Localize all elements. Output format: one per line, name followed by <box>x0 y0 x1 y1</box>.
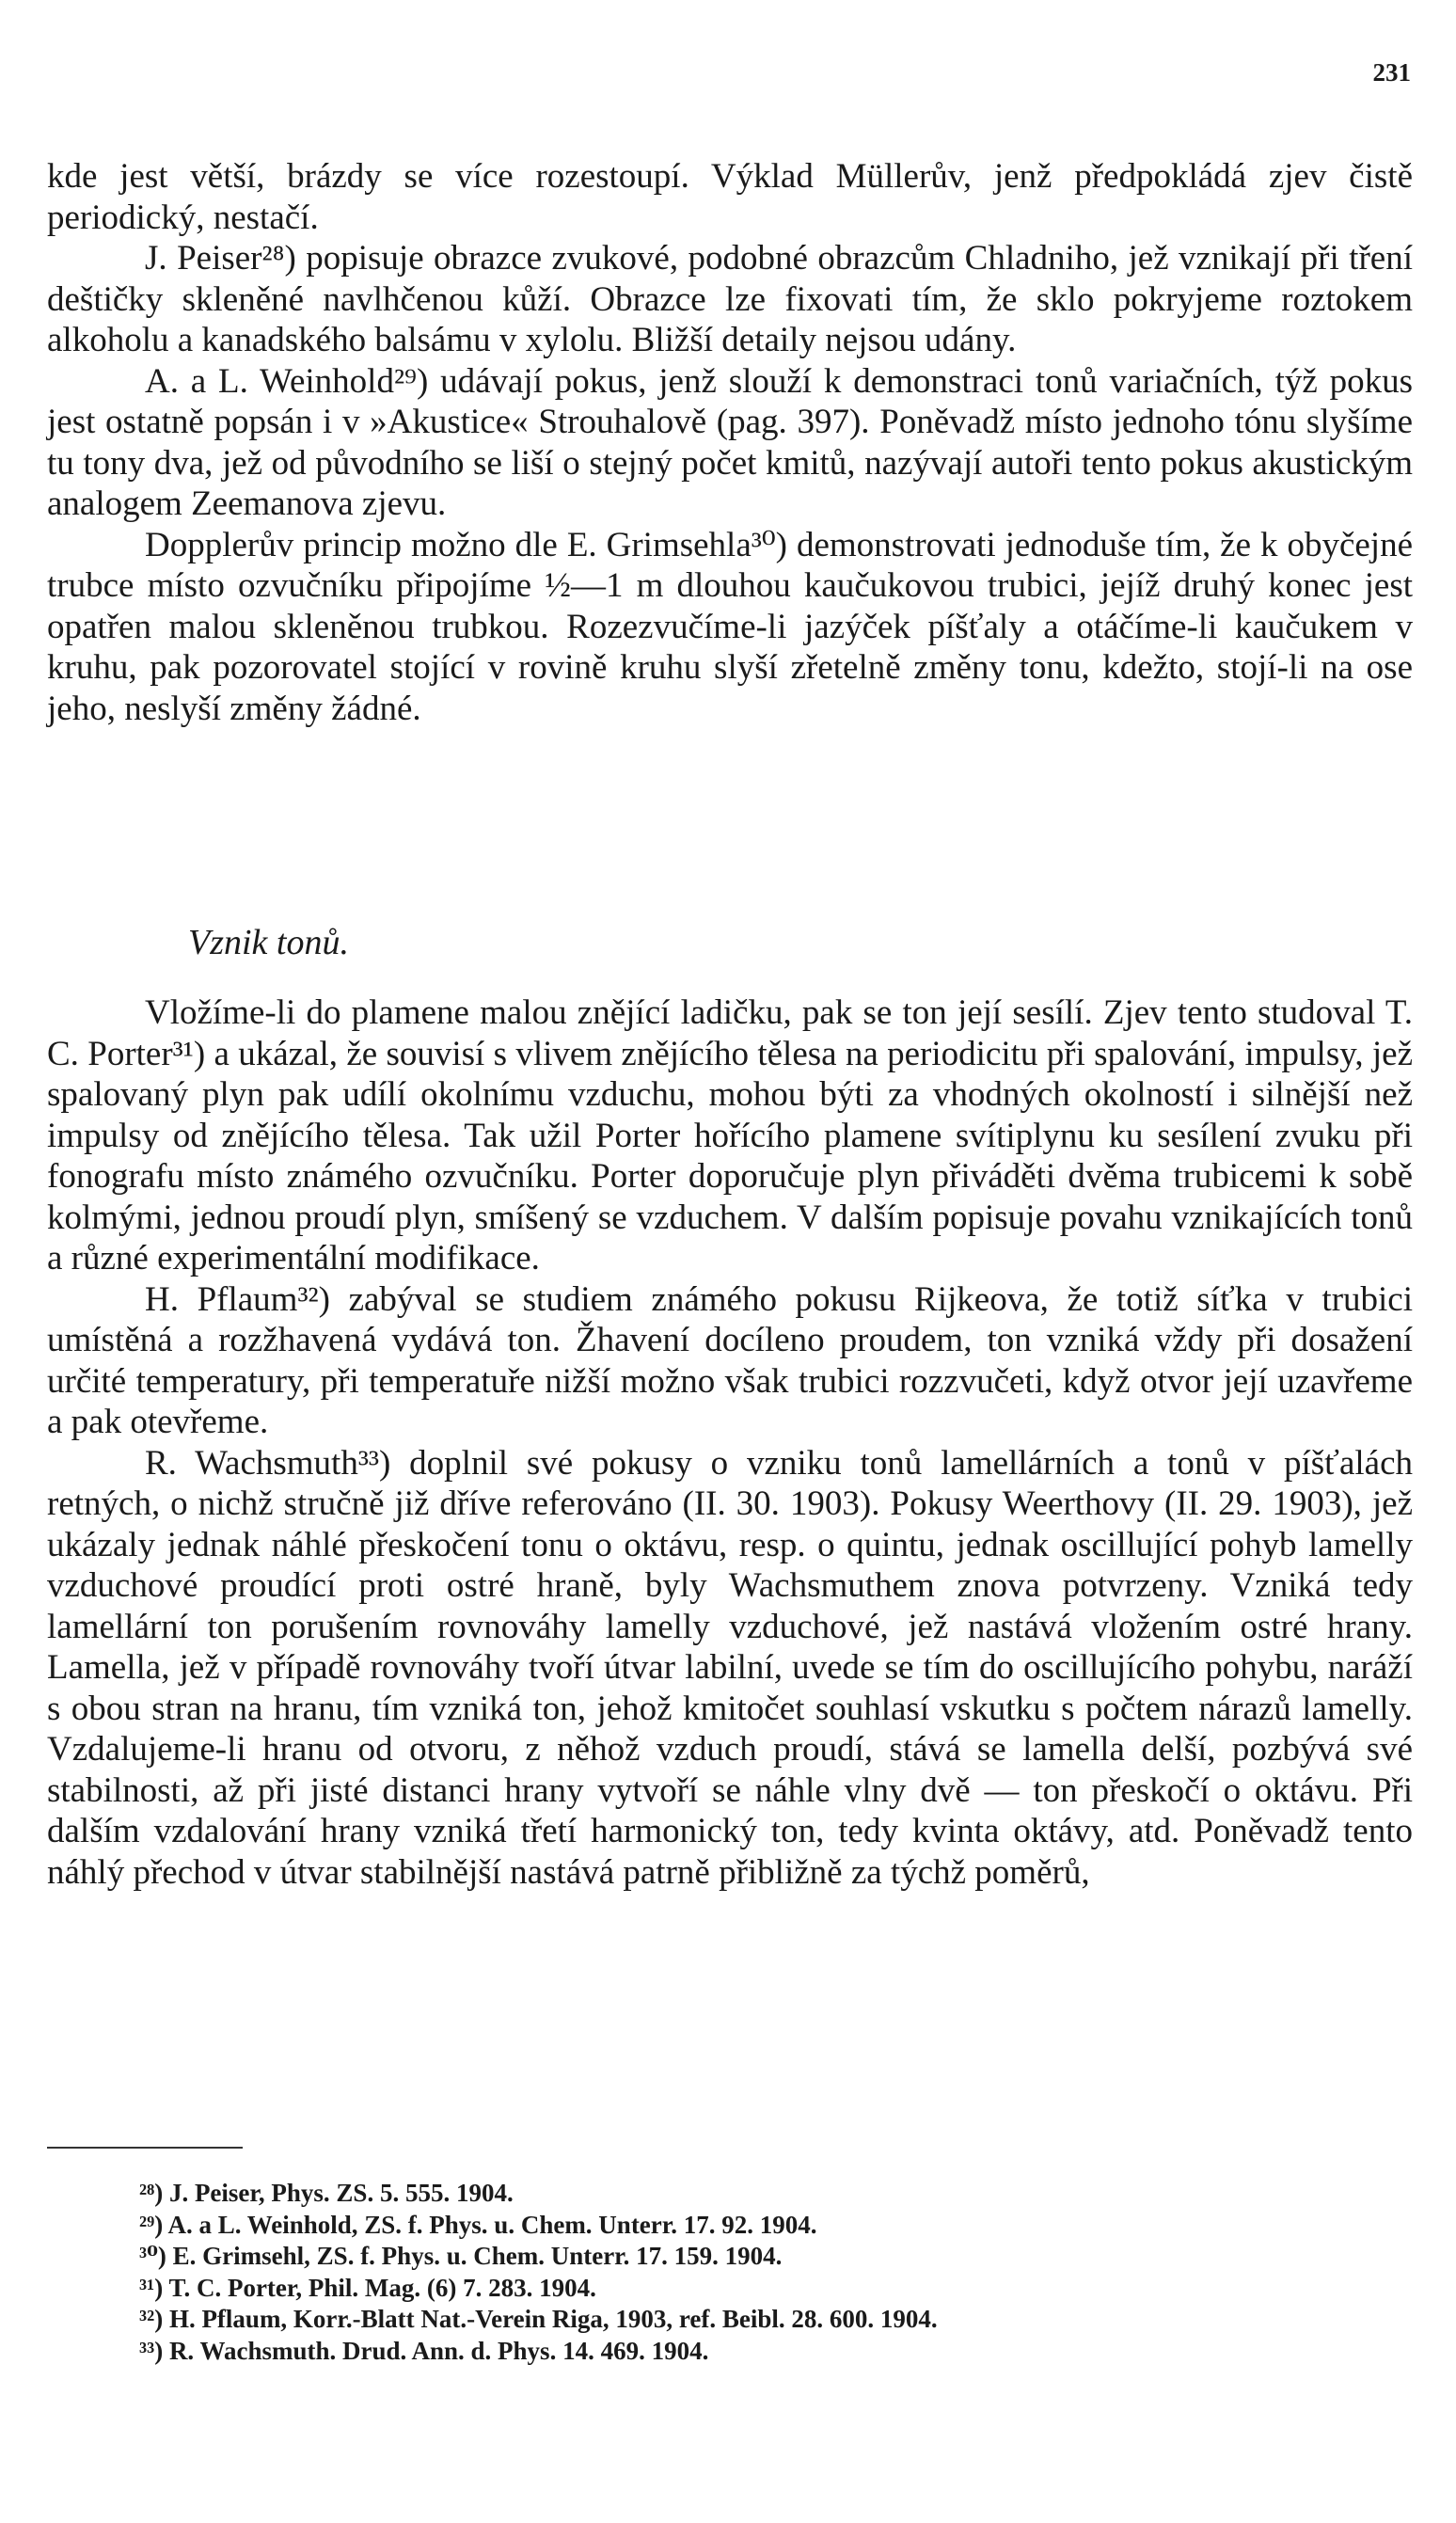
paragraph: A. a L. Weinhold²⁹) udávají pokus, jenž slouží k demonstraci tonů variačních, týž pokus jest ostatně popsán i v »Akustice« Strouhalově (pag. 397). Poněvadž místo jednoho tónu slyšíme tu tony dva, jež od původního se liší o stejný počet kmitů, nazývají autoři tento pokus akustickým analogem Zeemanova zjevu. <box>47 361 1413 523</box>
section-heading: Vznik tonů. <box>188 923 349 962</box>
paragraph: R. Wachsmuth³³) doplnil své pokusy o vzniku tonů lamellárních a tonů v píšťalách retných, o nichž stručně již dříve referováno (II. 30. 1903). Pokusy Weerthovy (II. 29. 1903), jež ukázaly jednak náhlé přeskočení tonu o oktávu, resp. o quintu, jednak oscillující pohyb lamelly vzduchové proudící proti ostré hraně, byly Wachsmuthem znova potvrzeny. Vzniká tedy lamellární ton porušením rovnováhy lamelly vzduchové, jež nastává vložením ostré hrany. Lamella, jež v případě rovnováhy tvoří útvar labilní, uvede se tím do oscillujícího pohybu, naráží s obou stran na hranu, tím vzniká ton, jehož kmitočet souhlasí vskutku s počtem nárazů lamelly. Vzdalujeme-li hranu od otvoru, z něhož vzduch proudí, stává se lamella delší, pozbývá své stabilnosti, až při jisté distanci hrany vytvoří se náhle vlny dvě — ton přeskočí o oktávu. Při dalším vzdalování hrany vzniká třetí harmonický ton, tedy kvinta oktávy, atd. Poněvadž tento náhlý přechod v útvar stabilnější nastává patrně přibližně za týchž poměrů, <box>47 1443 1413 1892</box>
footnotes <box>139 2178 1409 2367</box>
paragraph: Vložíme-li do plamene malou znějící ladičku, pak se ton její sesílí. Zjev tento studoval T. C. Porter³¹) a ukázal, že souvisí s vlivem znějícího tělesa na periodicitu při spalování, impulsy, jež spalovaný plyn pak udílí okolnímu vzduchu, mohou býti za vhodných okolností i silnější než impulsy od znějícího tělesa. Tak užil Porter hořícího plamene svítiplynu ku sesílení zvuku při fonografu místo známého ozvučníku. Porter doporučuje plyn přiváděti dvěma trubicemi k sobě kolmými, jednou proudí plyn, smíšený se vzduchem. V dalším popisuje povahu vznikajících tonů a různé experimentální modifikace. <box>47 993 1413 1277</box>
paragraph: Dopplerův princip možno dle E. Grimsehla³⁰) demonstrovati jednoduše tím, že k obyčejné trubce místo ozvučníku připojíme ½—1 m dlouhou kaučukovou trubici, jejíž druhý konec jest opatřen malou skleněnou trubkou. Rozezvučíme-li jazýček píšťaly a otáčíme-li kaučukem v kruhu, pak pozorovatel stojící v rovině kruhu slyší zřetelně změny tonu, kdežto, stojí-li na ose jeho, neslyší změny žádné. <box>47 525 1413 728</box>
footnote <box>139 2273 1409 2305</box>
body-text-top <box>47 156 1413 729</box>
footnote-number: ³³) <box>139 2336 164 2365</box>
footnote <box>139 2178 1409 2210</box>
footnote-text: E. Grimsehl, ZS. f. Phys. u. Chem. Unterr. 17. 159. 1904. <box>172 2242 783 2270</box>
footnote-number: ³²) <box>139 2305 164 2333</box>
footnote-text: R. Wachsmuth. Drud. Ann. d. Phys. 14. 469. 1904. <box>168 2336 709 2365</box>
footnote-text: H. Pflaum, Korr.-Blatt Nat.-Verein Riga, 1903, ref. Beibl. 28. 600. 1904. <box>168 2305 938 2333</box>
footnote-number: ²⁸) <box>139 2179 164 2207</box>
footnote-divider <box>47 2147 243 2149</box>
footnote-text: J. Peiser, Phys. ZS. 5. 555. 1904. <box>168 2179 514 2207</box>
page-number: 231 <box>1372 58 1411 87</box>
paragraph: J. Peiser²⁸) popisuje obrazce zvukové, podobné obrazcům Chladniho, jež vznikají při tření deštičky skleněné navlhčenou kůží. Obrazce lze fixovati tím, že sklo pokryjeme roztokem alkoholu a kanadského balsámu v xylolu. Bližší detaily nejsou udány. <box>47 239 1413 359</box>
footnote-text: T. C. Porter, Phil. Mag. (6) 7. 283. 1904. <box>168 2273 596 2302</box>
footnote-number: ³⁰) <box>139 2242 166 2270</box>
footnote-text: A. a L. Weinhold, ZS. f. Phys. u. Chem. Unterr. 17. 92. 1904. <box>167 2210 817 2239</box>
footnote <box>139 2241 1409 2273</box>
body-text-bottom <box>47 992 1413 1893</box>
footnote <box>139 2210 1409 2242</box>
footnote-number: ³¹) <box>139 2273 164 2302</box>
paragraph: kde jest větší, brázdy se více rozestoupí. Výklad Müllerův, jenž předpokládá zjev čistě periodický, nestačí. <box>47 157 1413 237</box>
footnote <box>139 2336 1409 2368</box>
footnote <box>139 2304 1409 2336</box>
footnote-number: ²⁹) <box>139 2210 164 2239</box>
paragraph: H. Pflaum³²) zabýval se studiem známého pokusu Rijkeova, že totiž síťka v trubici umístěná a rozžhavená vydává ton. Žhavení docíleno proudem, ton vzniká vždy při dosažení určité temperatury, při temperatuře nižší možno však trubici rozzvučeti, když otvor její uzavřeme a pak otevřeme. <box>47 1279 1413 1441</box>
